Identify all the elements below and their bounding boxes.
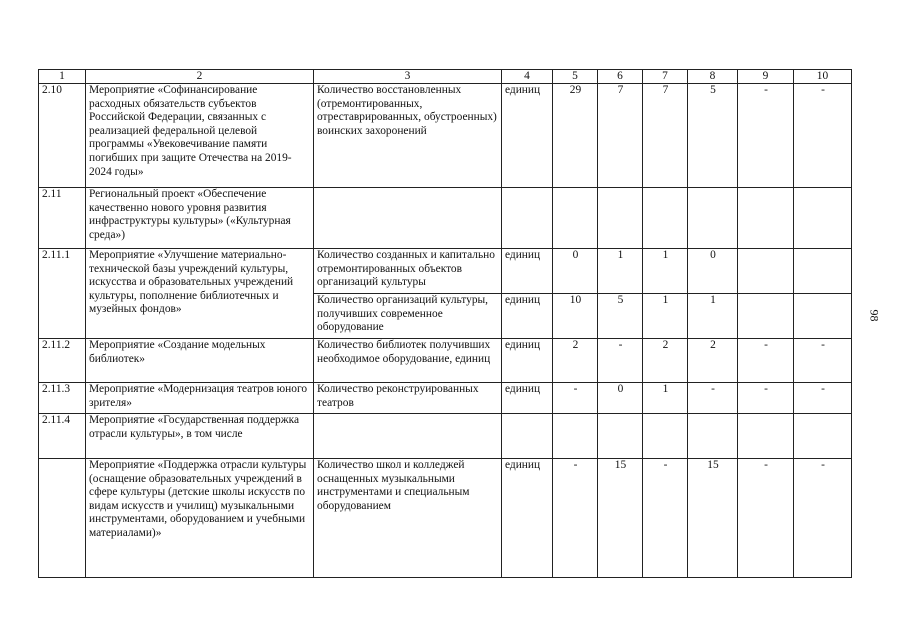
header-cell: 8 — [688, 70, 738, 84]
header-cell: 7 — [643, 70, 688, 84]
unit-cell — [502, 188, 553, 249]
value-cell: - — [738, 459, 794, 578]
page-number: 98 — [867, 309, 882, 322]
value-cell: - — [738, 339, 794, 383]
row-number — [39, 459, 86, 578]
unit-cell: единиц — [502, 339, 553, 383]
row-number: 2.11.2 — [39, 339, 86, 383]
value-cell: 1 — [688, 294, 738, 339]
header-cell: 4 — [502, 70, 553, 84]
value-cell: 2 — [688, 339, 738, 383]
value-cell — [598, 414, 643, 459]
indicators-table — [38, 69, 852, 578]
value-cell: 0 — [553, 249, 598, 294]
row-number: 2.11.4 — [39, 414, 86, 459]
measure-name: Мероприятие «Софинансирование расходных обязательств субъектов Российской Федерации, связанных с реализацией федеральной целевой программы «Увековечивание памяти погибших при защите Отечества на 2019-2024 годы» — [86, 84, 314, 188]
value-cell: - — [738, 84, 794, 188]
value-cell — [688, 188, 738, 249]
value-cell: 0 — [598, 383, 643, 414]
value-cell: - — [794, 383, 852, 414]
value-cell: 15 — [598, 459, 643, 578]
row-number: 2.11.3 — [39, 383, 86, 414]
indicator-name — [314, 188, 502, 249]
indicator-name: Количество школ и колледжей оснащенных музыкальными инструментами и специальным оборудованием — [314, 459, 502, 578]
value-cell — [553, 414, 598, 459]
table-row — [39, 249, 852, 294]
value-cell: - — [643, 459, 688, 578]
measure-name: Мероприятие «Модернизация театров юного зрителя» — [86, 383, 314, 414]
measure-name: Мероприятие «Государственная поддержка отрасли культуры», в том числе — [86, 414, 314, 459]
table-row — [39, 414, 852, 459]
value-cell — [553, 188, 598, 249]
value-cell: - — [598, 339, 643, 383]
value-cell: 15 — [688, 459, 738, 578]
unit-cell — [502, 414, 553, 459]
value-cell: 7 — [598, 84, 643, 188]
header-cell: 9 — [738, 70, 794, 84]
value-cell — [643, 188, 688, 249]
value-cell: - — [738, 383, 794, 414]
value-cell: - — [794, 84, 852, 188]
row-number: 2.11 — [39, 188, 86, 249]
value-cell: 1 — [643, 249, 688, 294]
header-cell: 6 — [598, 70, 643, 84]
value-cell: - — [688, 383, 738, 414]
value-cell — [794, 294, 852, 339]
header-cell: 10 — [794, 70, 852, 84]
table-row — [39, 84, 852, 188]
value-cell: 5 — [688, 84, 738, 188]
value-cell: 2 — [643, 339, 688, 383]
indicator-name: Количество восстановленных (отремонтированных, отреставрированных, обустроенных) воинских захоронений — [314, 84, 502, 188]
value-cell — [794, 414, 852, 459]
value-cell — [794, 249, 852, 294]
measure-name: Региональный проект «Обеспечение качественно нового уровня развития инфраструктуры культуры» («Культурная среда») — [86, 188, 314, 249]
value-cell: 5 — [598, 294, 643, 339]
unit-cell: единиц — [502, 294, 553, 339]
measure-name: Мероприятие «Поддержка отрасли культуры (оснащение образовательных учреждений в сфере культуры (детские школы искусств по видам искусств и училищ) музыкальными инструментами, оборудованием и учебными материалами)» — [86, 459, 314, 578]
table-row — [39, 339, 852, 383]
value-cell — [738, 294, 794, 339]
row-number: 2.11.1 — [39, 249, 86, 339]
value-cell: 10 — [553, 294, 598, 339]
indicator-name: Количество организаций культуры, получивших современное оборудование — [314, 294, 502, 339]
header-cell: 3 — [314, 70, 502, 84]
value-cell — [643, 414, 688, 459]
indicator-name: Количество реконструированных театров — [314, 383, 502, 414]
indicator-name: Количество библиотек получивших необходимое оборудование, единиц — [314, 339, 502, 383]
value-cell: - — [794, 459, 852, 578]
value-cell — [688, 414, 738, 459]
value-cell: - — [794, 339, 852, 383]
measure-name: Мероприятие «Создание модельных библиотек» — [86, 339, 314, 383]
value-cell: 1 — [598, 249, 643, 294]
value-cell — [598, 188, 643, 249]
indicator-name — [314, 414, 502, 459]
table-row — [39, 188, 852, 249]
table-row — [39, 383, 852, 414]
header-row — [39, 70, 852, 84]
value-cell: 0 — [688, 249, 738, 294]
unit-cell: единиц — [502, 249, 553, 294]
indicator-name: Количество созданных и капитально отремонтированных объектов организаций культуры — [314, 249, 502, 294]
table-row — [39, 459, 852, 578]
value-cell — [738, 249, 794, 294]
value-cell: 1 — [643, 294, 688, 339]
value-cell: 7 — [643, 84, 688, 188]
value-cell: - — [553, 383, 598, 414]
value-cell — [794, 188, 852, 249]
measure-name: Мероприятие «Улучшение материально-технической базы учреждений культуры, искусства и образовательных учреждений культуры, пополнение библиотечных и музейных фондов» — [86, 249, 314, 339]
header-cell: 5 — [553, 70, 598, 84]
value-cell: 2 — [553, 339, 598, 383]
unit-cell: единиц — [502, 383, 553, 414]
value-cell — [738, 188, 794, 249]
value-cell: 1 — [643, 383, 688, 414]
value-cell — [738, 414, 794, 459]
unit-cell: единиц — [502, 84, 553, 188]
unit-cell: единиц — [502, 459, 553, 578]
row-number: 2.10 — [39, 84, 86, 188]
header-cell: 1 — [39, 70, 86, 84]
value-cell: - — [553, 459, 598, 578]
header-cell: 2 — [86, 70, 314, 84]
value-cell: 29 — [553, 84, 598, 188]
